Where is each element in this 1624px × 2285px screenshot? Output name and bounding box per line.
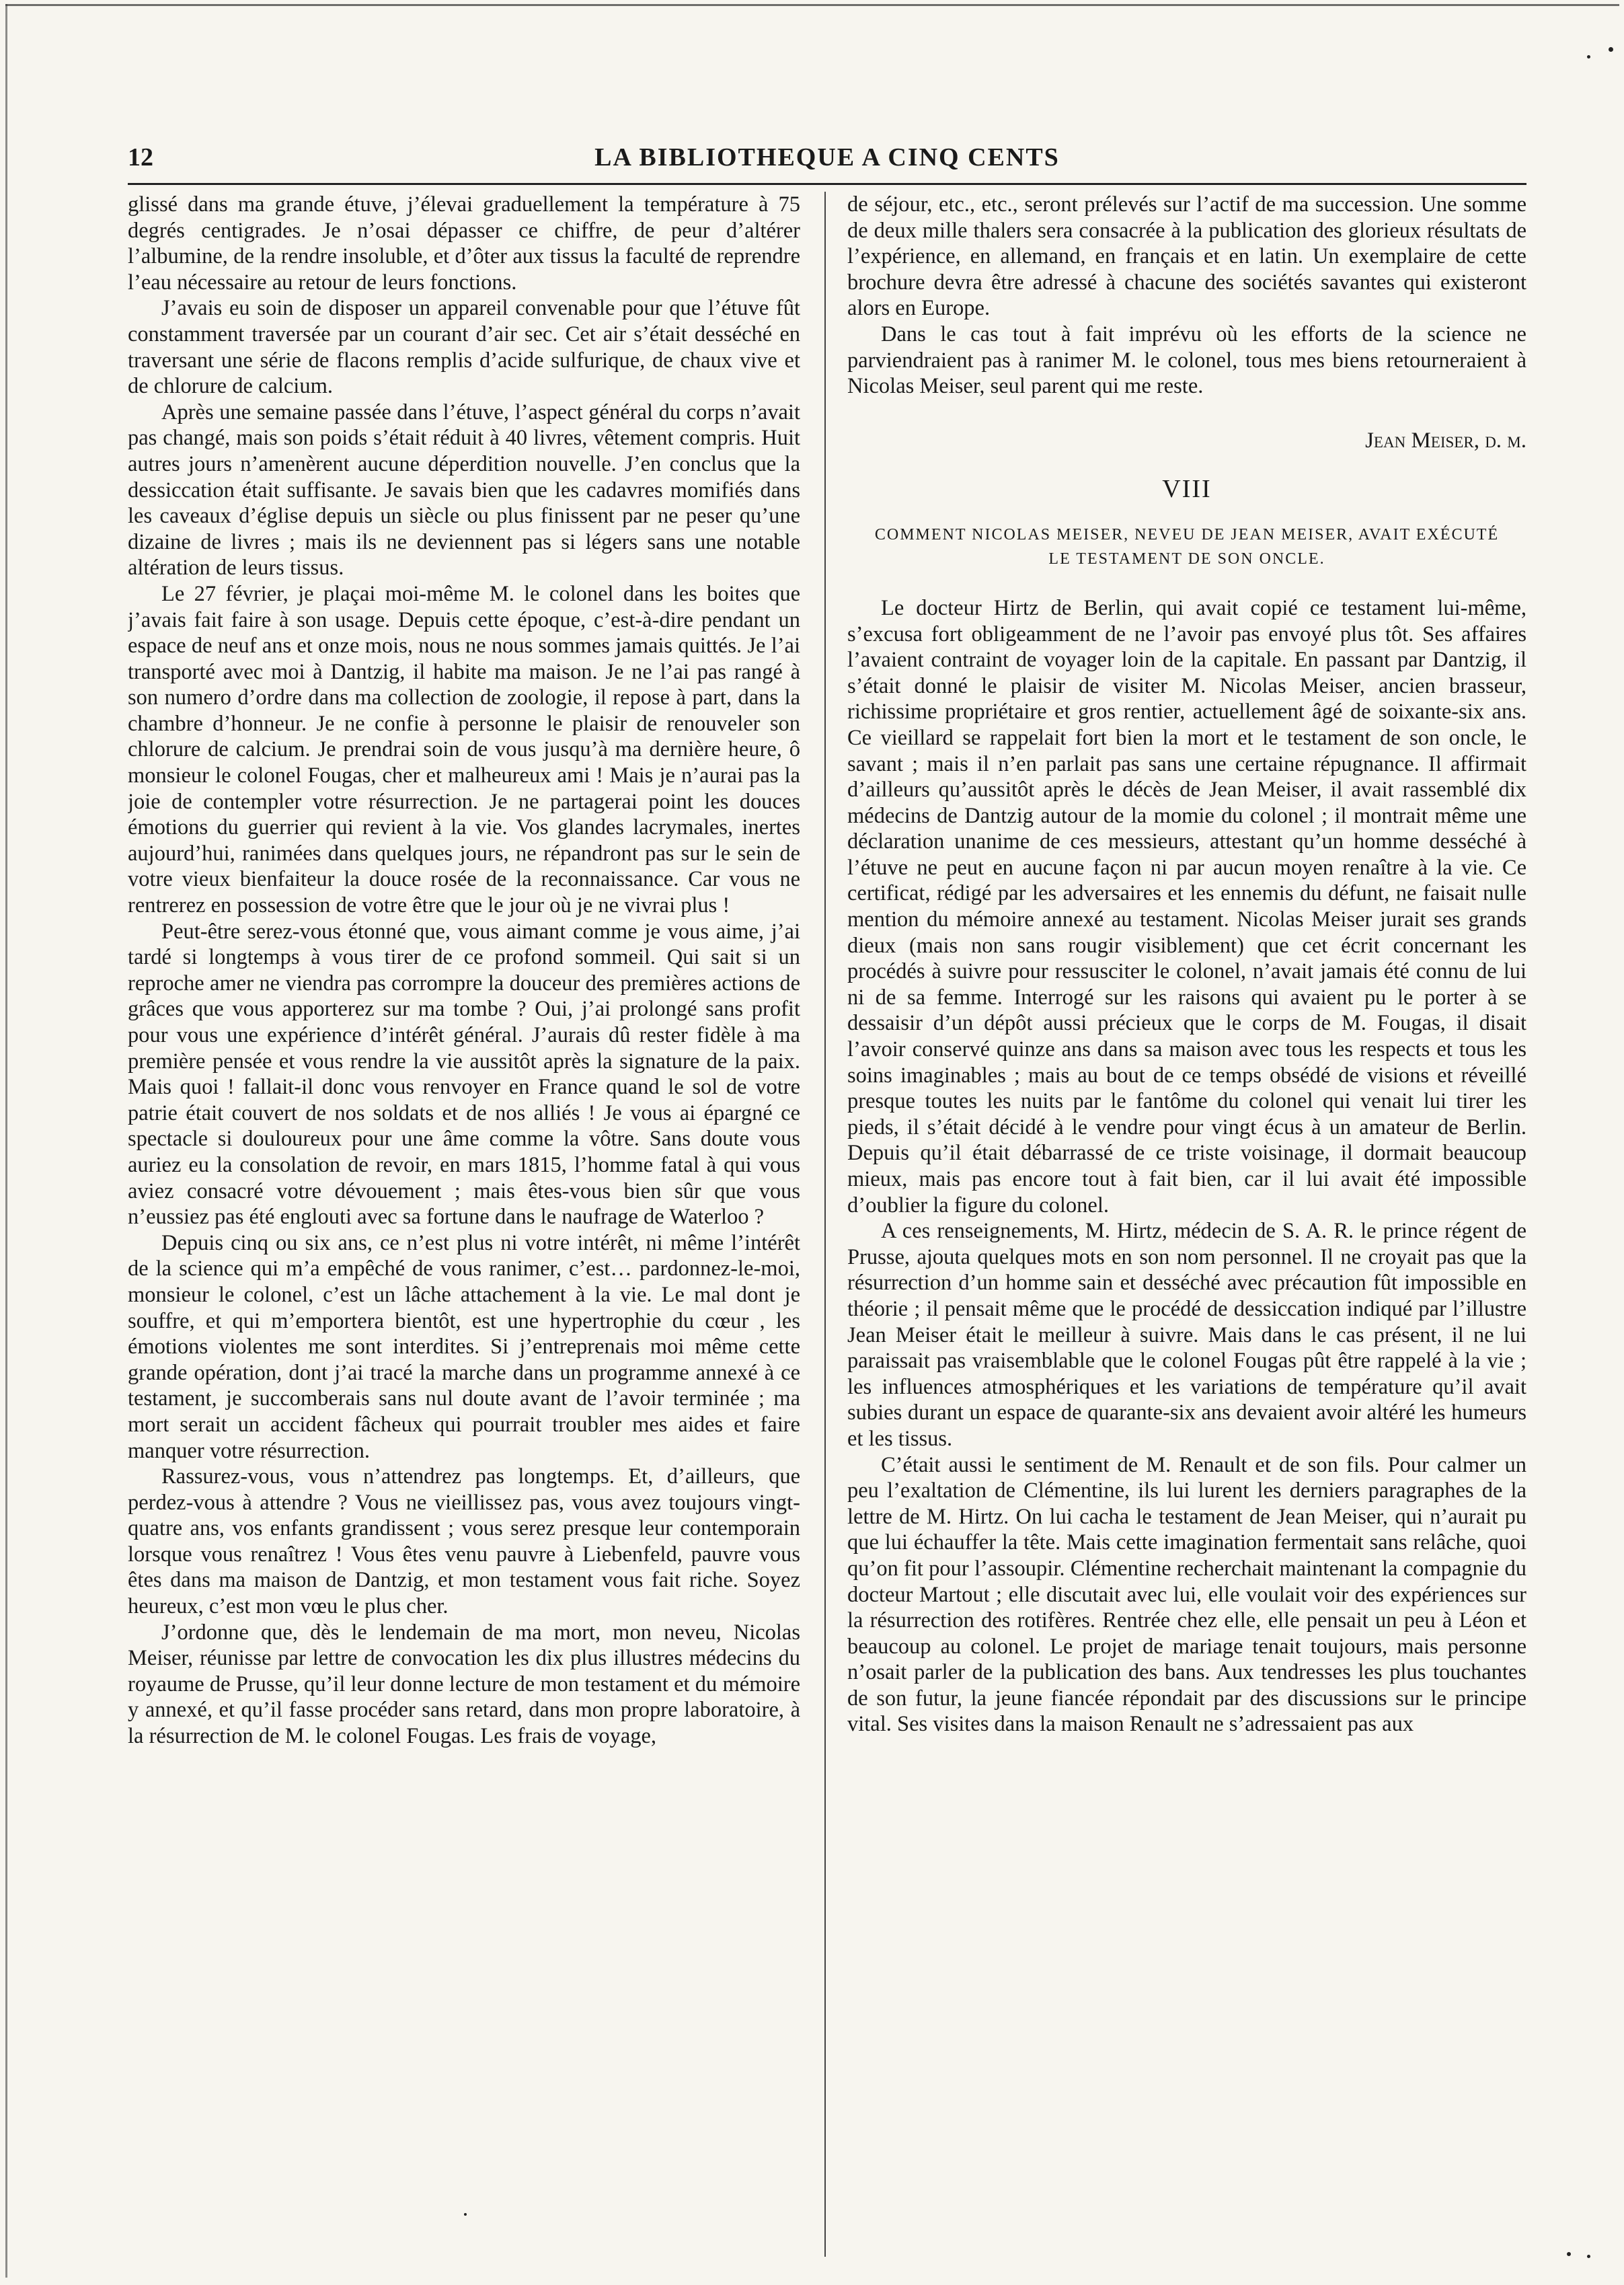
scan-border-left	[5, 4, 7, 2278]
running-title: LA BIBLIOTHEQUE A CINQ CENTS	[594, 143, 1060, 172]
scan-speck	[1609, 47, 1613, 52]
scan-speck	[1567, 2252, 1571, 2256]
right-column	[847, 192, 1526, 2263]
paragraph: Le 27 février, je plaçai moi-même M. le colonel dans les boites que j’avais fait faire à son usage. Depuis cette époque, c’est-à-dire pendant un espace de neuf ans et onze mois, nous ne nous sommes jamais quittés. Je l’ai transporté avec moi à Dantzig, il habite ma maison. Je ne l’ai pas rangé à son numero d’ordre dans ma collection de zoologie, il repose à part, dans la chambre d’honneur. Je ne confie à personne le plaisir de renouveler son chlorure de calcium. Je prendrai soin de vous jusqu’à ma dernière heure, ô monsieur le colonel Fougas, cher et malheureux ami ! Mais je n’aurai pas la joie de contempler votre résurrection. Je ne partagerai point les douces émotions du guerrier qui revient à la vie. Vos glandes lacrymales, inertes aujourd’hui, ranimées dans quelques jours, ne répandront pas sur le sein de votre vieux bienfaiteur la douce rosée de la reconnaissance. Car vous ne rentrerez en possession de votre être que le jour où je ne vivrai plus !	[128, 581, 800, 918]
left-column	[128, 192, 800, 2263]
paragraph: Peut-être serez-vous étonné que, vous aimant comme je vous aime, j’ai tardé si longtemps à vous tirer de ce profond sommeil. Qui sait si un reproche amer ne viendra pas corrompre la douceur des premières actions de grâces que vous apporterez sur ma tombe ? Oui, j’ai prolongé sans profit pour vous une expérience d’intérêt général. J’aurais dû rester fidèle à ma première pensée et vous rendre la vie aussitôt après la signature de la paix. Mais quoi ! fallait-il donc vous renvoyer en France quand le sol de votre patrie était couvert de nos soldats et de nos alliés ! Je vous ai épargné ce spectacle si douloureux pour une âme comme la vôtre. Sans doute vous auriez eu la consolation de revoir, en mars 1815, l’homme fatal à qui vous aviez consacré votre dévouement ; mais êtes-vous bien sûr que vous n’eussiez pas été englouti avec sa fortune dans le naufrage de Waterloo ?	[128, 919, 800, 1230]
paragraph: glissé dans ma grande étuve, j’élevai graduellement la température à 75 degrés centigrades. Je n’osai dépasser ce chiffre, de peur d’altérer l’albumine, de la rendre insoluble, et d’ôter aux tissus la faculté de reprendre l’eau nécessaire au retour de leurs fonctions.	[128, 192, 800, 295]
paragraph: J’avais eu soin de disposer un appareil convenable pour que l’étuve fût constamment traversée par un courant d’air sec. Cet air s’était desséché en traversant une série de flacons remplis d’acide sulfurique, de chaux vive et de chlorure de calcium.	[128, 296, 800, 399]
paragraph: Rassurez-vous, vous n’attendrez pas longtemps. Et, d’ailleurs, que perdez-vous à attendre ? Vous ne vieillissez pas, vous avez toujours vingt-quatre ans, vos enfants grandissent ; vous serez presque leur contemporain lorsque vous renaîtrez ! Vous êtes venu pauvre à Liebenfeld, pauvre vous êtes dans ma maison de Dantzig, et mon testament vous fait riche. Soyez heureux, c’est mon vœu le plus cher.	[128, 1464, 800, 1619]
header-rule	[128, 183, 1526, 185]
paragraph: Le docteur Hirtz de Berlin, qui avait copié ce testament lui-même, s’excusa fort obligeamment de ne l’avoir pas envoyé plus tôt. Ses affaires l’avaient contraint de voyager loin de la capitale. En passant par Dantzig, il s’était donné le plaisir de visiter M. Nicolas Meiser, ancien brasseur, richissime propriétaire et gros rentier, actuellement âgé de soixante-six ans. Ce vieillard se rappelait fort bien la mort et le testament de son oncle, le savant ; mais il n’en parlait pas sans une certaine répugnance. Il affirmait d’ailleurs qu’aussitôt après le décès de Jean Meiser, il avait rassemblé dix médecins de Dantzig autour de la momie du colonel ; il montrait même une déclaration unanime de ces messieurs, attestant qu’un homme desséché à l’étuve ne peut en aucune façon ni par aucun moyen renaître à la vie. Ce certificat, rédigé par les adversaires et les ennemis du défunt, ne faisait nulle mention du mémoire annexé au testament. Nicolas Meiser jurait ses grands dieux (mais non sans rougir visiblement) que cet écrit concernant les procédés à suivre pour ressusciter le colonel, n’avait jamais été connu de lui ni de sa femme. Interrogé sur les raisons qui avaient pu le porter à se dessaisir d’un dépôt aussi précieux que le corps de M. Fougas, il disait l’avoir conservé quinze ans dans sa maison avec tous les respects et tous les soins imaginables ; mais au bout de ce temps obsédé de visions et réveillé presque toutes les nuits par le fantôme du colonel qui venait lui tirer les pieds, il s’était décidé à le vendre pour vingt écus à un amateur de Berlin. Depuis qu’il était débarrassé de ce triste voisinage, il dormait beaucoup mieux, mais pas encore tout à fait bien, car il lui avait été impossible d’oublier la figure du colonel.	[847, 595, 1526, 1218]
paragraph: J’ordonne que, dès le lendemain de ma mort, mon neveu, Nicolas Meiser, réunisse par lettre de convocation les dix plus illustres médecins du royaume de Prusse, qu’il leur donne lecture de mon testament et du mémoire y annexé, et qu’il fasse procéder sans retard, dans mon propre laboratoire, à la résurrection de M. le colonel Fougas. Les frais de voyage,	[128, 1620, 800, 1749]
chapter-number: VIII	[1162, 475, 1212, 504]
paragraph: de séjour, etc., etc., seront prélevés sur l’actif de ma succession. Une somme de deux mille thalers sera consacrée à la publication des glorieux résultats de l’expérience, en allemand, en français et en latin. Un exemplaire de cette brochure devra être adressé à chacune des sociétés savantes qui existeront alors en Europe.	[847, 192, 1526, 321]
scan-speck	[1587, 55, 1590, 59]
chapter-title: COMMENT NICOLAS MEISER, NEVEU DE JEAN MEISER, AVAIT EXÉCUTÉ LE TESTAMENT DE SON ONCLE.	[874, 525, 1500, 568]
column-divider	[824, 192, 826, 2257]
signature: Jean Meiser, d. m.	[1365, 428, 1526, 453]
paragraph: Depuis cinq ou six ans, ce n’est plus ni votre intérêt, ni même l’intérêt de la science qui m’a empêché de vous ranimer, c’est… pardonnez-le-moi, monsieur le colonel, c’est un lâche attachement à la vie. Le mal dont je souffre, et qui m’emportera bientôt, est une hypertrophie du cœur , les émotions violentes me sont interdites. Si j’entreprenais moi même cette grande opération, dont j’ai tracé la marche dans un programme annexé à ce testament, je succomberais sans nul doute avant de l’avoir terminée ; ma mort serait un accident fâcheux qui pourrait troubler mes aides et faire manquer votre résurrection.	[128, 1230, 800, 1463]
scan-speck	[464, 2213, 467, 2216]
paragraph: A ces renseignements, M. Hirtz, médecin de S. A. R. le prince régent de Prusse, ajouta quelques mots en son nom personnel. Il ne croyait pas que la résurrection d’un homme sain et desséché avec précaution fût impossible en théorie ; il pensait même que le procédé de dessiccation indiqué par l’illustre Jean Meiser était le meilleur à suivre. Mais dans le cas présent, il ne lui paraissait pas vraisemblable que le colonel Fougas pût être rappelé à la vie ; les influences atmosphériques et les variations de température qu’il avait subies durant un espace de quarante-six ans devaient avoir altéré les humeurs et les tissus.	[847, 1219, 1526, 1451]
paragraph: C’était aussi le sentiment de M. Renault et de son fils. Pour calmer un peu l’exaltation de Clémentine, ils lui lurent les derniers paragraphes de la lettre de M. Hirtz. On lui cacha le testament de Jean Meiser, qui n’aurait pu que lui échauffer la tête. Mais cette imagination fermentait sans relâche, quoi qu’on fit pour l’assoupir. Clémentine recherchait maintenant la compagnie du docteur Martout ; elle discutait avec lui, elle voulait voir des expériences sur la résurrection des rotifères. Rentrée chez elle, elle pensait un peu à Léon et beaucoup au colonel. Le projet de mariage tenait toujours, mais personne n’osait parler de la publication des bans. Aux tendresses les plus touchantes de son futur, la jeune fiancée répondait par des discussions sur le principe vital. Ses visites dans la maison Renault ne s’adressaient pas aux	[847, 1452, 1526, 1737]
scan-speck	[1587, 2255, 1590, 2258]
scan-border-top	[5, 4, 1619, 6]
page-header	[128, 143, 1526, 182]
paragraph: Après une semaine passée dans l’étuve, l’aspect général du corps n’avait pas changé, mais son poids s’était réduit à 40 livres, vêtement compris. Huit autres jours n’amenèrent aucune déperdition nouvelle. J’en conclus que la dessiccation était suffisante. Je savais bien que les cadavres momifiés dans les caveaux d’église depuis un siècle ou plus finissent par ne peser qu’une dizaine de livres ; mais ils ne deviennent pas si légers sans une notable altération de leurs tissus.	[128, 400, 800, 580]
page-number: 12	[128, 143, 153, 172]
paragraph: Dans le cas tout à fait imprévu où les efforts de la science ne parviendraient pas à ranimer M. le colonel, tous mes biens retourneraient à Nicolas Meiser, seul parent qui me reste.	[847, 322, 1526, 399]
